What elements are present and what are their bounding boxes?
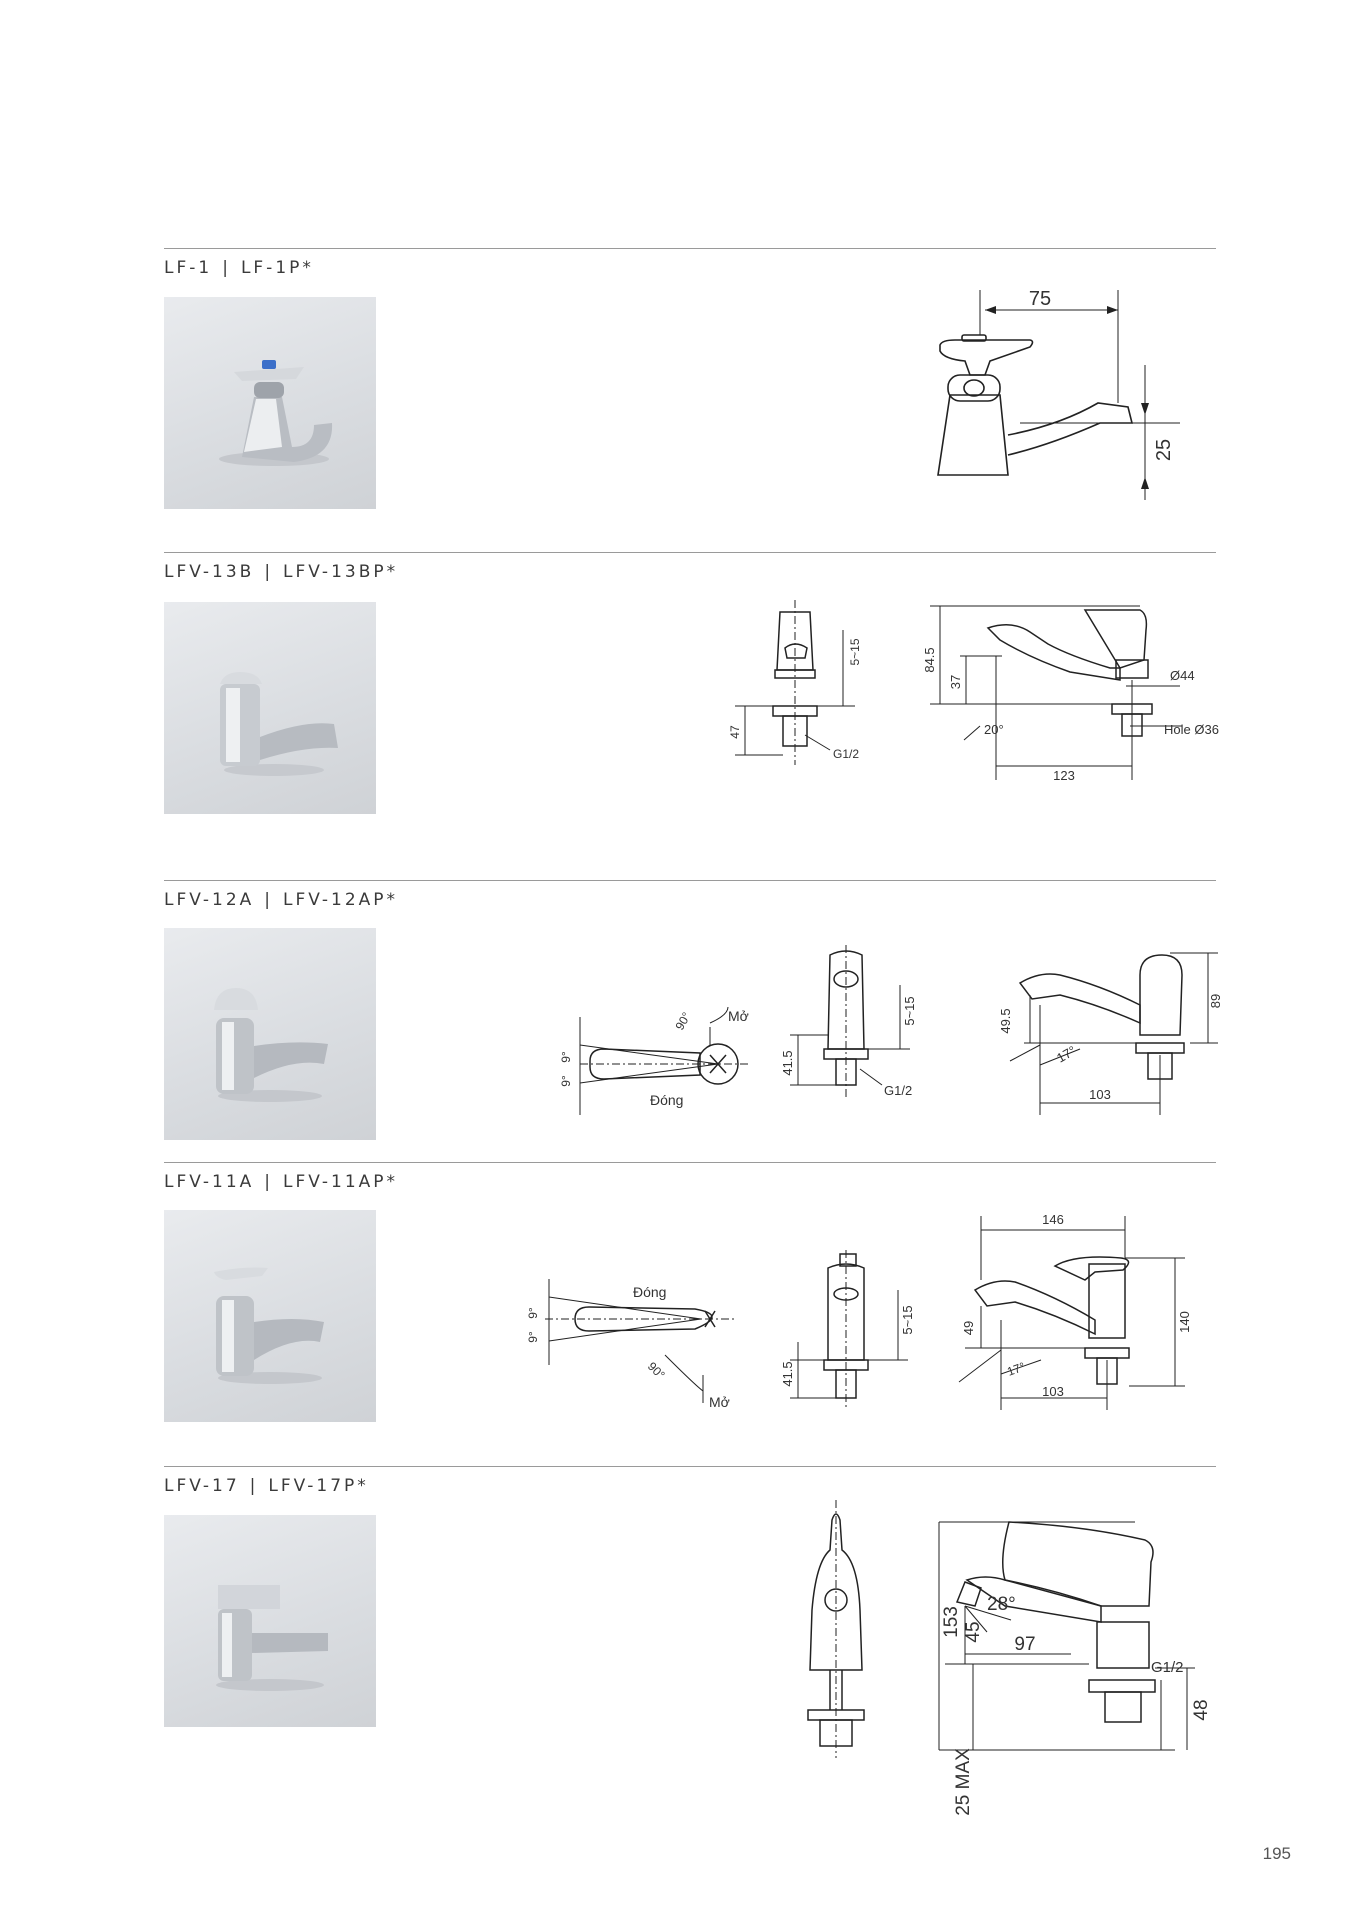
dim-reach: 103 bbox=[1089, 1087, 1111, 1102]
dim-rotation: 90° bbox=[672, 1009, 694, 1033]
dim-total: 89 bbox=[1208, 993, 1223, 1009]
dim-stroke: 5~15 bbox=[902, 996, 917, 1026]
product-photo bbox=[164, 1210, 376, 1422]
technical-drawing-front bbox=[945, 1210, 1205, 1415]
dim-base: 48 bbox=[1191, 1699, 1212, 1721]
dim-height: 49 bbox=[961, 1320, 976, 1336]
model-code: LF-1 | LF-1P* bbox=[164, 258, 314, 278]
model-code: LFV-12A | LFV-12AP* bbox=[164, 890, 399, 910]
technical-drawing-top bbox=[560, 1005, 760, 1120]
dim-height-2: 45 bbox=[963, 1621, 984, 1643]
dim-rotation: 90° bbox=[644, 1359, 668, 1382]
technical-drawing-side bbox=[780, 945, 950, 1105]
label-open: Mở bbox=[728, 1008, 749, 1024]
technical-drawing-side bbox=[790, 1500, 890, 1760]
section-divider bbox=[164, 248, 1216, 249]
dim-diameter: Ø44 bbox=[1170, 668, 1195, 683]
technical-drawing-front bbox=[990, 945, 1230, 1115]
dim-height-2: 37 bbox=[948, 674, 963, 690]
label-close: Đóng bbox=[650, 1092, 684, 1108]
technical-drawing-side bbox=[725, 600, 890, 770]
model-name: LFV-13B bbox=[164, 562, 255, 582]
product-photo bbox=[164, 1515, 376, 1727]
dim-width: 75 bbox=[1028, 288, 1052, 310]
product-photo bbox=[164, 297, 376, 509]
dim-height: 84.5 bbox=[922, 647, 937, 673]
dim-reach: 97 bbox=[1014, 1634, 1036, 1655]
model-name: LFV-17 bbox=[164, 1476, 240, 1496]
model-code: LFV-11A | LFV-11AP* bbox=[164, 1172, 399, 1192]
model-code: LFV-17 | LFV-17P* bbox=[164, 1476, 369, 1496]
model-name: LFV-12A bbox=[164, 890, 255, 910]
dim-thread: G1/2 bbox=[833, 747, 860, 761]
dim-height: 41.5 bbox=[780, 1361, 795, 1387]
dim-height: 153 bbox=[941, 1606, 962, 1638]
dim-angle: 17° bbox=[1005, 1359, 1028, 1379]
model-name: LFV-11A bbox=[164, 1172, 255, 1192]
dim-stroke: 5~15 bbox=[848, 638, 862, 666]
dim-thread: G1/2 bbox=[1151, 1659, 1184, 1676]
technical-drawing-front bbox=[930, 285, 1180, 535]
label-close: Đóng bbox=[633, 1284, 667, 1300]
model-name-alt: LFV-17P* bbox=[268, 1476, 369, 1496]
dim-reach: 123 bbox=[1053, 768, 1075, 783]
technical-drawing-front bbox=[925, 1510, 1215, 1816]
section-divider bbox=[164, 1466, 1216, 1467]
dim-total: 140 bbox=[1177, 1311, 1192, 1333]
section-divider bbox=[164, 1162, 1216, 1163]
technical-drawing-top bbox=[525, 1275, 745, 1415]
section-divider bbox=[164, 552, 1216, 553]
section-divider bbox=[164, 880, 1216, 881]
model-code: LFV-13B | LFV-13BP* bbox=[164, 562, 399, 582]
dim-stroke: 5~15 bbox=[900, 1305, 915, 1335]
technical-drawing-front bbox=[920, 600, 1220, 790]
product-photo bbox=[164, 602, 376, 814]
model-name-alt: LFV-13BP* bbox=[283, 562, 399, 582]
dim-hole: Hole Ø36 bbox=[1164, 722, 1219, 737]
dim-max: 25 MAX bbox=[953, 1748, 974, 1816]
dim-reach: 103 bbox=[1042, 1384, 1064, 1399]
dim-angle-1: 9° bbox=[526, 1307, 540, 1319]
dim-height: 25 bbox=[1153, 438, 1175, 462]
dim-height: 47 bbox=[728, 725, 742, 739]
dim-width: 146 bbox=[1042, 1212, 1064, 1227]
dim-height: 41.5 bbox=[780, 1050, 795, 1076]
dim-height: 49.5 bbox=[998, 1008, 1013, 1034]
dim-thread: G1/2 bbox=[884, 1083, 913, 1098]
product-photo bbox=[164, 928, 376, 1140]
model-name-alt: LF-1P* bbox=[240, 258, 314, 278]
dim-angle: 20° bbox=[984, 722, 1004, 737]
dim-angle-1: 9° bbox=[559, 1051, 573, 1063]
model-name: LF-1 bbox=[164, 258, 213, 278]
dim-angle-2: 9° bbox=[526, 1331, 540, 1343]
dim-angle: 28° bbox=[987, 1594, 1016, 1615]
dim-angle: 17° bbox=[1054, 1042, 1079, 1066]
technical-drawing-side bbox=[780, 1250, 940, 1415]
model-name-alt: LFV-12AP* bbox=[283, 890, 399, 910]
page-number: 195 bbox=[1262, 1844, 1291, 1863]
model-name-alt: LFV-11AP* bbox=[283, 1172, 399, 1192]
label-open: Mở bbox=[709, 1394, 730, 1410]
dim-angle-2: 9° bbox=[559, 1075, 573, 1087]
